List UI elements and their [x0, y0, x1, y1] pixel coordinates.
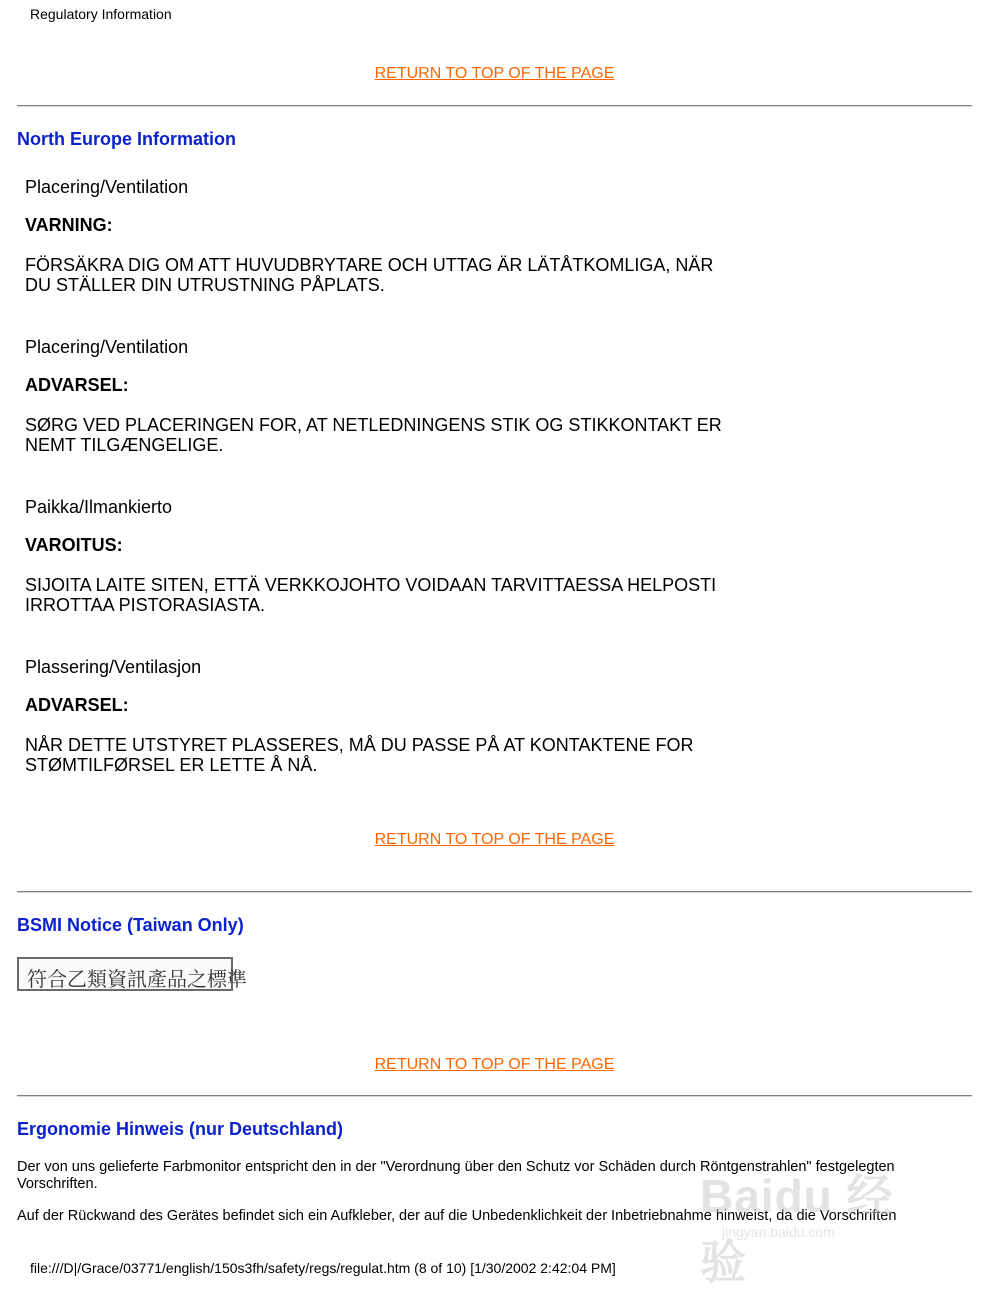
warning-label: ADVARSEL: — [25, 375, 129, 395]
north-europe-heading: North Europe Information — [17, 129, 236, 149]
warning-text — [25, 415, 765, 455]
bsmi-label-text: 符合乙類資訊產品之標準 — [27, 967, 247, 991]
return-to-top-link[interactable]: RETURN TO TOP OF THE PAGE — [374, 1056, 615, 1073]
baidu-watermark — [700, 1140, 940, 1288]
watermark-subtext: jingyan.baidu.com — [722, 1224, 835, 1240]
block-label: Plassering/Ventilasjon — [25, 657, 202, 677]
warning-label: VARNING: — [25, 215, 113, 235]
warning-text-line: FÖRSÄKRA DIG OM ATT HUVUDBRYTARE OCH UTTAG ÄR LÄTÅTKOMLIGA, NÄR — [25, 255, 714, 275]
warning-text — [25, 735, 765, 775]
warning-text-line: SIJOITA LAITE SITEN, ETTÄ VERKKOJOHTO VOIDAAN TARVITTAESSA HELPOSTI — [25, 575, 717, 595]
warning-text — [25, 575, 765, 615]
warning-text-line: STØMTILFØRSEL ER LETTE Å NÅ. — [25, 755, 318, 775]
horizontal-rule — [17, 891, 972, 893]
paragraph-line: Der von uns gelieferte Farbmonitor entspricht den in der "Verordnung über den Schutz vor Schäden durch Röntgenstrahlen" festgelegten — [17, 1159, 895, 1175]
horizontal-rule — [17, 105, 972, 107]
bsmi-label-image — [17, 957, 247, 991]
block-label: Placering/Ventilation — [25, 337, 189, 357]
horizontal-rule — [17, 1095, 972, 1097]
watermark-text: Baidu 经验 — [700, 1170, 894, 1288]
warning-text-line: NEMT TILGÆNGELIGE. — [25, 435, 224, 455]
warning-label: ADVARSEL: — [25, 695, 129, 715]
bsmi-heading: BSMI Notice (Taiwan Only) — [17, 915, 244, 935]
block-label: Paikka/Ilmankierto — [25, 497, 173, 517]
paragraph-line: Vorschriften. — [17, 1176, 98, 1192]
block-label: Placering/Ventilation — [25, 177, 189, 197]
return-to-top-link[interactable]: RETURN TO TOP OF THE PAGE — [374, 65, 615, 82]
warning-text — [25, 255, 765, 295]
return-to-top-link[interactable]: RETURN TO TOP OF THE PAGE — [374, 831, 615, 848]
warning-label: VAROITUS: — [25, 535, 123, 555]
warning-text-line: SØRG VED PLACERINGEN FOR, AT NETLEDNINGENS STIK OG STIKKONTAKT ER — [25, 415, 722, 435]
page-footer-path: file:///D|/Grace/03771/english/150s3fh/safety/regs/regulat.htm (8 of 10) [1/30/2002 2:42:04 PM] — [30, 1260, 616, 1276]
warning-text-line: DU STÄLLER DIN UTRUSTNING PÅPLATS. — [25, 275, 385, 295]
paragraph-line: Auf der Rückwand des Gerätes befindet sich ein Aufkleber, der auf die Unbedenklichkeit der Inbetriebnahme hinweist, da die Vorschriften — [17, 1208, 897, 1224]
ergonomie-heading: Ergonomie Hinweis (nur Deutschland) — [17, 1119, 344, 1139]
page-header-title: Regulatory Information — [30, 6, 172, 22]
warning-text-line: IRROTTAA PISTORASIASTA. — [25, 595, 266, 615]
warning-text-line: NÅR DETTE UTSTYRET PLASSERES, MÅ DU PASSE PÅ AT KONTAKTENE FOR — [25, 735, 694, 755]
